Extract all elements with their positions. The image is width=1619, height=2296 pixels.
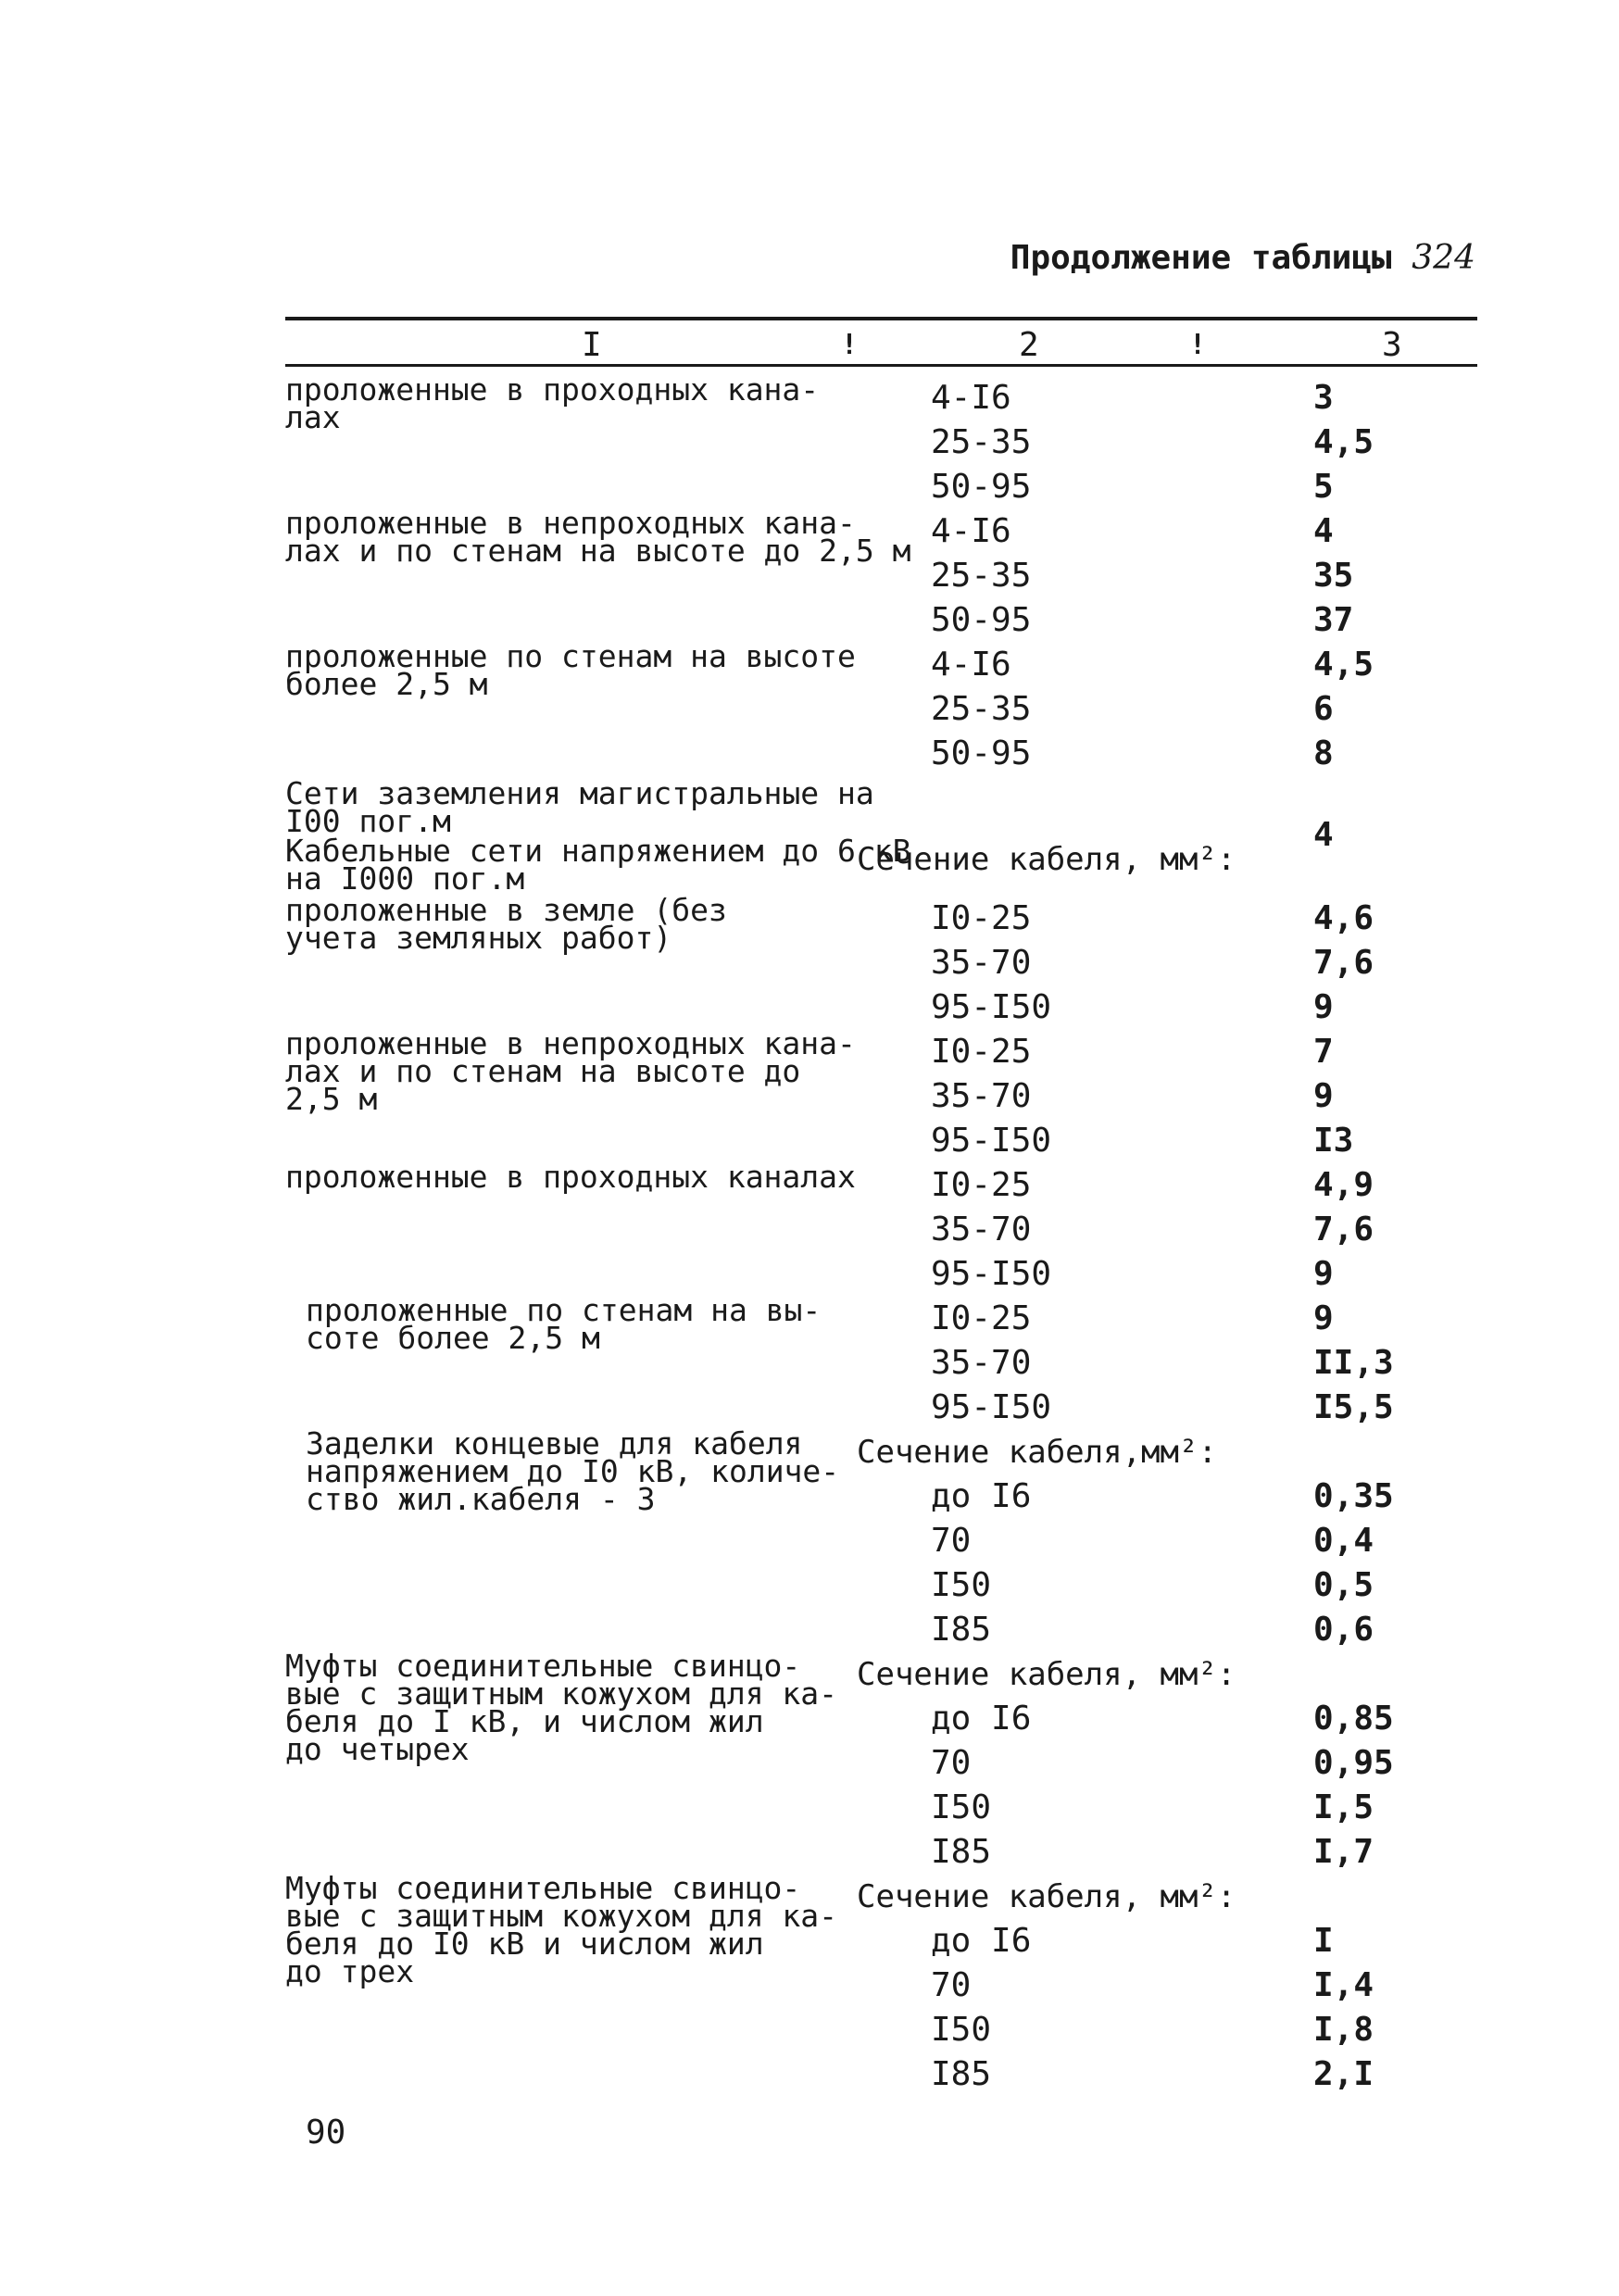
cable-section-range: 4-I6: [931, 379, 1011, 417]
norm-value: 0,5: [1313, 1566, 1374, 1604]
column-divider: !: [1189, 329, 1207, 361]
cable-section-range: 70: [931, 1966, 972, 2004]
norm-value: 5: [1313, 468, 1334, 506]
column-header-1: I: [582, 326, 602, 364]
cable-section-range: 70: [931, 1744, 972, 1782]
section-subheading: Сечение кабеля,мм²:: [857, 1434, 1217, 1471]
norm-value: 9: [1313, 1299, 1334, 1337]
norm-value: 4: [1313, 512, 1334, 550]
cable-section-range: до I6: [931, 1700, 1032, 1738]
row-description: проложенные в земле (без учета земляных работ): [285, 892, 727, 956]
continuation-label: Продолжение таблицы: [1010, 239, 1392, 277]
cable-section-range: I0-25: [931, 1166, 1032, 1204]
cable-section-range: I0-25: [931, 899, 1032, 937]
column-divider: !: [841, 329, 859, 361]
row-description: проложенные по стенам на высоте более 2,5 м: [285, 638, 856, 702]
norm-value: 35: [1313, 557, 1354, 595]
row-description: Сети заземления магистральные на I00 пог.м: [285, 775, 874, 839]
norm-value: 7,6: [1313, 1211, 1374, 1248]
norm-value: 6: [1313, 690, 1334, 728]
norm-value: I3: [1313, 1122, 1354, 1160]
cable-section-range: 35-70: [931, 1344, 1032, 1382]
cable-section-range: 95-I50: [931, 988, 1052, 1026]
row-description: Муфты соединительные свинцо- вые с защитным кожухом для ка- беля до I кВ, и числом жил до четырех: [285, 1648, 838, 1767]
column-header-3: 3: [1382, 326, 1402, 364]
norm-value: 8: [1313, 734, 1334, 772]
cable-section-range: I85: [931, 1833, 992, 1871]
column-header-2: 2: [1019, 326, 1039, 364]
cable-section-range: до I6: [931, 1922, 1032, 1960]
norm-value: I,4: [1313, 1966, 1374, 2004]
norm-value: 0,95: [1313, 1744, 1394, 1782]
cable-section-range: 4-I6: [931, 512, 1011, 550]
cable-section-range: I0-25: [931, 1299, 1032, 1337]
cable-section-range: I50: [931, 1788, 992, 1826]
cable-section-range: 25-35: [931, 690, 1032, 728]
section-subheading: Сечение кабеля, мм²:: [857, 841, 1236, 878]
norm-value: 37: [1313, 601, 1354, 639]
cable-section-range: I85: [931, 2055, 992, 2093]
norm-value: 2,I: [1313, 2055, 1374, 2093]
cable-section-range: 35-70: [931, 944, 1032, 982]
table-number: 324: [1412, 239, 1475, 277]
norm-value: 4,9: [1313, 1166, 1374, 1204]
cable-section-range: 25-35: [931, 423, 1032, 461]
cable-section-range: 95-I50: [931, 1388, 1052, 1426]
norm-value: 3: [1313, 379, 1334, 417]
cable-section-range: 95-I50: [931, 1255, 1052, 1293]
cable-section-range: I85: [931, 1611, 992, 1649]
cable-section-range: 25-35: [931, 557, 1032, 595]
cable-section-range: до I6: [931, 1477, 1032, 1515]
norm-value: I5,5: [1313, 1388, 1394, 1426]
norm-value: I,7: [1313, 1833, 1374, 1871]
row-description: Заделки концевые для кабеля напряжением до I0 кВ, количе- ство жил.кабеля - 3: [306, 1425, 840, 1517]
cable-section-range: 35-70: [931, 1211, 1032, 1248]
cable-section-range: 50-95: [931, 601, 1032, 639]
cable-section-range: 50-95: [931, 468, 1032, 506]
norm-value: 7,6: [1313, 944, 1374, 982]
row-description: проложенные в проходных кана- лах: [285, 371, 820, 435]
norm-value: 0,6: [1313, 1611, 1374, 1649]
norm-value: I,8: [1313, 2011, 1374, 2049]
norm-value: 9: [1313, 1255, 1334, 1293]
row-description: проложенные по стенам на вы- соте более 2,5 м: [306, 1292, 822, 1356]
row-description: проложенные в непроходных кана- лах и по стенам на высоте до 2,5 м: [285, 505, 911, 569]
norm-value: II,3: [1313, 1344, 1394, 1382]
cable-section-range: 4-I6: [931, 646, 1011, 684]
cable-section-range: 70: [931, 1522, 972, 1560]
norm-value: I: [1313, 1922, 1334, 1960]
norm-value: 9: [1313, 988, 1334, 1026]
norm-value: 9: [1313, 1077, 1334, 1115]
norm-value: 7: [1313, 1033, 1334, 1071]
norm-value: 0,85: [1313, 1700, 1394, 1738]
norm-value: 4,5: [1313, 646, 1374, 684]
norm-value: 4,6: [1313, 899, 1374, 937]
norm-value: 4: [1313, 816, 1334, 854]
norm-value: 0,4: [1313, 1522, 1374, 1560]
row-description: Кабельные сети напряжением до 6 кВ на I000 пог.м: [285, 833, 911, 897]
section-subheading: Сечение кабеля, мм²:: [857, 1878, 1236, 1915]
cable-section-range: I50: [931, 2011, 992, 2049]
cable-section-range: I50: [931, 1566, 992, 1604]
cable-section-range: 35-70: [931, 1077, 1032, 1115]
row-description: Муфты соединительные свинцо- вые с защитным кожухом для ка- беля до I0 кВ и числом жил до трех: [285, 1870, 838, 1989]
cable-section-range: I0-25: [931, 1033, 1032, 1071]
norm-value: I,5: [1313, 1788, 1374, 1826]
cable-section-range: 50-95: [931, 734, 1032, 772]
page-number: 90: [306, 2114, 346, 2152]
norm-value: 4,5: [1313, 423, 1374, 461]
row-description: проложенные в непроходных кана- лах и по стенам на высоте до 2,5 м: [285, 1025, 856, 1117]
cable-section-range: 95-I50: [931, 1122, 1052, 1160]
row-description: проложенные в проходных каналах: [285, 1159, 856, 1195]
norm-value: 0,35: [1313, 1477, 1394, 1515]
section-subheading: Сечение кабеля, мм²:: [857, 1656, 1236, 1693]
